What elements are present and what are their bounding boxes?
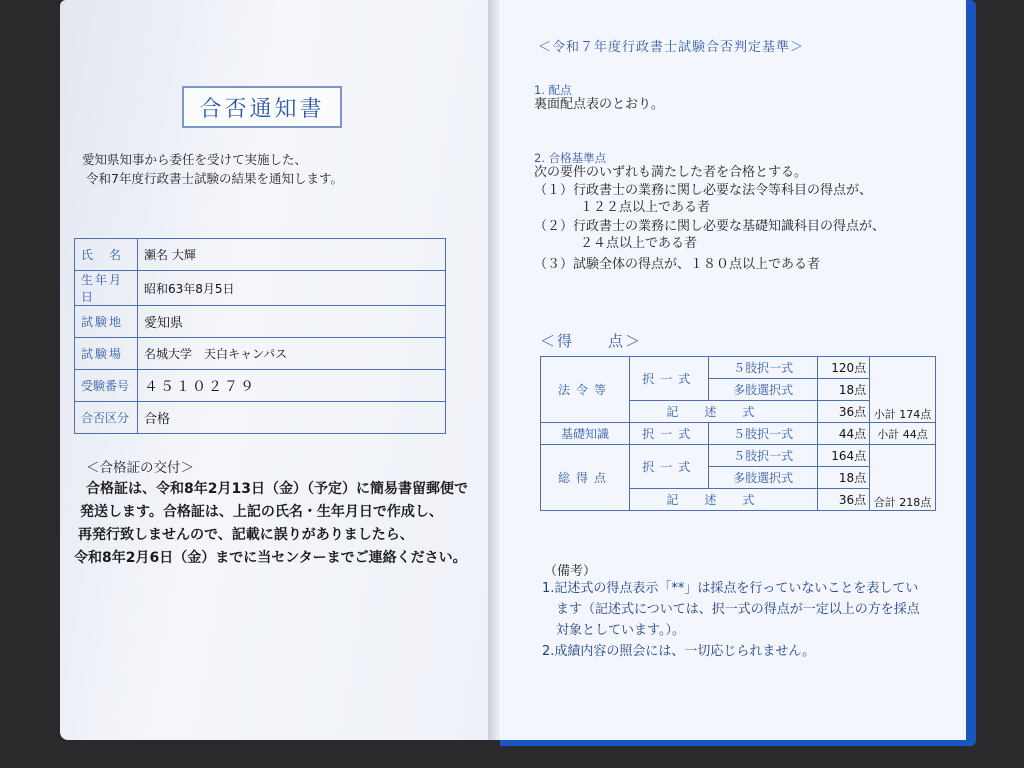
table-row [75,271,446,306]
certificate-body [74,478,484,570]
five-choice-label: ５肢択一式 [709,445,817,467]
five-choice-label: ５肢択一式 [709,423,817,445]
exam-region-label: 試験地 [75,306,138,338]
law-subtotal: 小計 174点 [870,357,936,423]
book-spine [488,0,500,740]
intro-line: 令和7年度行政書士試験の結果を通知します。 [86,171,343,186]
table-row [541,423,936,445]
table-row [75,239,446,271]
table-row [75,402,446,434]
examinee-info-table [74,238,446,434]
multiple-choice-label: 択一式 [630,357,709,401]
exam-number-value: ４５１０２７９ [138,370,446,402]
intro-text [82,150,422,188]
multi-select-label: 多肢選択式 [709,379,817,401]
written-label: 記述式 [630,401,818,423]
criteria-item: （３）試験全体の得点が、１８０点以上である者 [534,257,821,272]
left-page [60,0,490,740]
certificate-line: 合格証は、令和8年2月13日（金）（予定）に簡易書留郵便で [86,481,468,497]
table-row [541,357,936,379]
score-heading: ＜得 点＞ [540,332,643,350]
multi-select-label: 多肢選択式 [709,467,817,489]
total-written-score: 36点 [817,489,869,511]
total-category: 総得点 [541,445,630,511]
notice-title: 合否通知書 [182,86,342,128]
law-multi-select-score: 18点 [817,379,869,401]
criteria-title: ＜令和７年度行政書士試験合否判定基準＞ [538,40,805,55]
right-page [500,0,976,746]
result-label: 合否区分 [75,402,138,434]
notes [542,578,962,662]
general-five-choice-score: 44点 [817,423,869,445]
section2-heading: 2. 合格基準点 [534,151,607,165]
criteria-item: （１）行政書士の業務に関し必要な法令等科目の得点が、 [534,183,873,198]
table-row [75,370,446,402]
table-row [75,338,446,370]
score-table [540,356,936,511]
certificate-line: 再発行致しませんので、記載に誤りがありましたら、 [78,527,414,543]
section2-intro: 次の要件のいずれも満たした者を合格とする。 [534,165,808,180]
notes-heading: （備考） [544,564,597,579]
note-line: 対象としています。）。 [556,623,685,638]
multiple-choice-label: 択一式 [630,445,709,489]
name-label: 氏 名 [75,239,138,271]
table-row [541,445,936,467]
certificate-heading: ＜合格証の交付＞ [86,460,194,476]
certificate-line: 令和8年2月6日（金）までに当センターまでご連絡ください。 [74,550,467,566]
criteria-list [534,182,954,273]
table-row [75,306,446,338]
grand-total: 合計 218点 [870,445,936,511]
note-line: 2.成績内容の照会には、一切応じられません。 [542,644,816,659]
total-multi-select-score: 18点 [817,467,869,489]
birthdate-value: 昭和63年8月5日 [138,271,446,306]
exam-site-label: 試験場 [75,338,138,370]
general-knowledge-category: 基礎知識 [541,423,630,445]
law-written-score: 36点 [817,401,869,423]
section1-heading: 1. 配点 [534,83,572,97]
birthdate-label: 生年月日 [75,271,138,306]
section1-body: 裏面配点表のとおり。 [534,97,665,112]
criteria-item: （２）行政書士の業務に関し必要な基礎知識科目の得点が、 [534,219,886,234]
name-value: 瀬名 大輝 [138,239,446,271]
intro-line: 愛知県知事から委任を受けて実施した、 [82,152,308,167]
result-value: 合格 [138,402,446,434]
general-subtotal: 小計 44点 [870,423,936,445]
multiple-choice-label: 択一式 [630,423,709,445]
exam-number-label: 受験番号 [75,370,138,402]
certificate-line: 発送します。合格証は、上記の氏名・生年月日で作成し、 [80,504,443,520]
criteria-item-cont: １２２点以上である者 [580,200,711,215]
exam-region-value: 愛知県 [138,306,446,338]
exam-site-value: 名城大学 天白キャンパス [138,338,446,370]
law-category: 法令等 [541,357,630,423]
total-five-choice-score: 164点 [817,445,869,467]
five-choice-label: ５肢択一式 [709,357,817,379]
written-label: 記述式 [630,489,818,511]
law-five-choice-score: 120点 [817,357,869,379]
note-line: 1.記述式の得点表示「**」は採点を行っていないことを表してい [542,581,919,596]
note-line: ます（記述式については、択一式の得点が一定以上の方を採点 [556,602,920,617]
criteria-item-cont: ２４点以上である者 [580,236,698,251]
